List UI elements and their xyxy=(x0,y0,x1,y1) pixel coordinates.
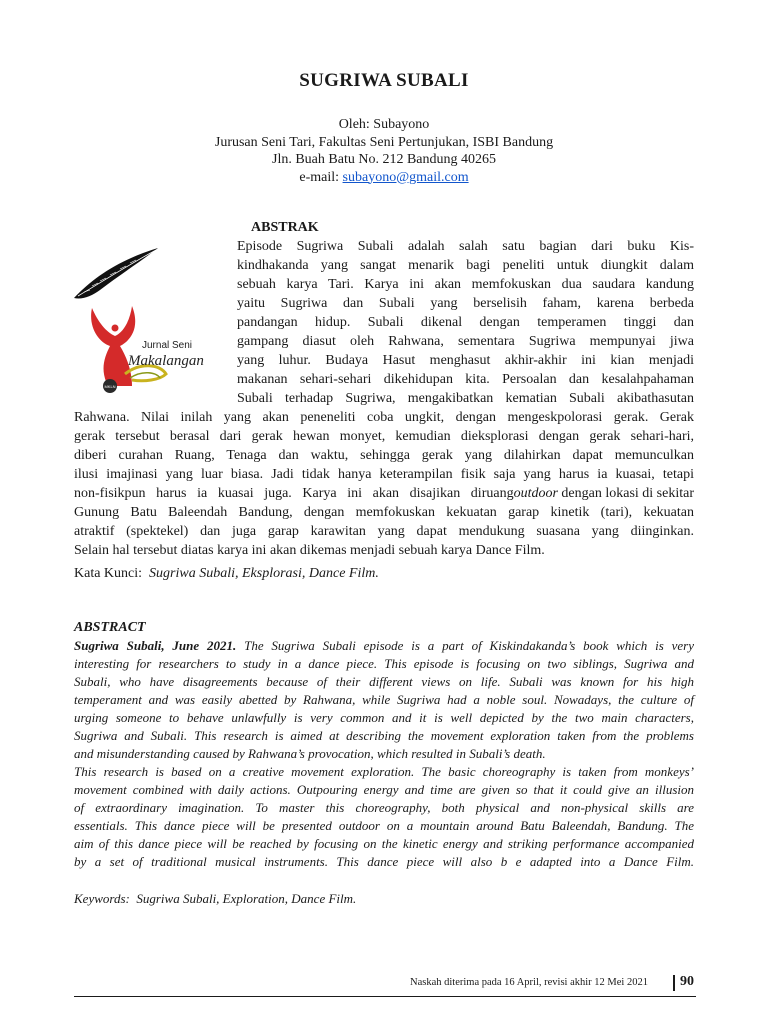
abstrak-line: Subali terhadap Sugriwa, mengakibatkan kematian Subali akibathasutan xyxy=(237,391,694,406)
logo-line2: Makalangan xyxy=(128,353,204,369)
abstrak-line: ilusi imajinasi yang luar biasa. Jadi tidak hanya keterampilan fisik saja yang harus ia kuasai, tetapi xyxy=(74,467,694,482)
journal-logo xyxy=(70,246,230,396)
kata-kunci-label: Kata Kunci: xyxy=(74,566,150,581)
abstract-line: essentials. This dance piece will be presented outdoor on a mountain around Batu Baleendah, Bandung. The xyxy=(74,818,694,833)
abstrak-line: kindhakanda yang sangat menarik bagi peneliti untuk diungkit dalam xyxy=(237,258,694,273)
keywords-value: Sugriwa Subali, Exploration, Dance Film. xyxy=(136,891,357,906)
abstrak-heading: ABSTRAK xyxy=(251,220,319,235)
abstract-line: movement combined with daily actions. Outpouring energy and time are given so that it could give an illusion xyxy=(74,782,694,797)
footer-separator xyxy=(673,975,675,991)
abstrak-line: gampang diasut oleh Rahwana, sementara Sugriwa mempunyai jiwa xyxy=(237,334,694,349)
abstrak-line: diberi curahan Ruang, Tenaga dan waktu, sehingga gerak yang dilahirkan dapat memunculkan xyxy=(74,448,694,463)
affiliation: Jurusan Seni Tari, Fakultas Seni Pertunjukan, ISBI Bandung xyxy=(214,134,554,150)
logo-graphic xyxy=(70,246,230,396)
abstrak-line: sebuah karya Tari. Karya ini akan memfokuskan dua saudara kandung xyxy=(237,277,694,292)
logo-line1: Jurnal Seni xyxy=(142,340,193,351)
email-link[interactable]: subayono@gmail.com xyxy=(342,169,469,185)
abstract-line: aim of this dance piece will be reached by focusing on the kinetic energy and striking performance accompanied xyxy=(74,836,694,851)
abstract-line: of extraordinary imagination. To master this choreography, both physical and non-physical skills are xyxy=(74,800,694,815)
abstrak-line: atraktif (spektekel) dan juga garap karawitan yang dapat mendukung suasana yang diinginkan. xyxy=(74,524,694,539)
address: Jln. Buah Batu No. 212 Bandung 40265 xyxy=(272,152,496,167)
email-line xyxy=(0,169,768,187)
abstrak-line: makanan sehari-sehari dikehidupan kita. Persoalan dan kesalahpahaman xyxy=(237,372,694,387)
kata-kunci-value: Sugriwa Subali, Eksplorasi, Dance Film. xyxy=(149,566,379,581)
byline xyxy=(0,116,768,186)
abstrak-line: pandangan hidup. Subali dikenal dengan temperamen tinggi dan xyxy=(237,315,694,330)
abstract-line: This research is based on a creative movement exploration. The basic choreography is taken from monkeys’ xyxy=(74,764,694,779)
email-label: e-mail: xyxy=(299,169,343,185)
abstrak-line: Gunung Batu Baleendah Bandung, dengan memfokuskan kekuatan garap kinetik (tari), kekuatan xyxy=(74,505,694,520)
abstrak-line: Selain hal tersebut diatas karya ini akan dikemas menjadi sebuah karya Dance Film. xyxy=(74,543,545,558)
abstract-line: interesting for researchers to study in a dance piece. This episode is focusing on two siblings, Sugriwa and xyxy=(74,656,694,671)
abstract-line: and misunderstanding caused by Rahwana’s provocation, which resulted in Subali’s death. xyxy=(74,746,546,761)
abstrak-line: yaitu Sugriwa dan Subali yang berselisih faham, karena berbeda xyxy=(237,296,694,311)
page-number: 90 xyxy=(680,974,694,989)
abstrak-line: gerak tersebut berasal dari gerak hewan monyet, kemudian dieksplorasi dengan gerak sehari-hari, xyxy=(74,429,694,444)
keywords-label: Keywords: xyxy=(74,891,137,906)
author: Oleh: Subayono xyxy=(338,117,430,132)
abstract-line: Sugriwa and Subali. This research is aimed at describing the movement exploration taken from the problems xyxy=(74,728,694,743)
abstract-line: Subali, who have disagreements because of their different views on life. Subali was known for his high xyxy=(74,674,694,689)
keywords xyxy=(74,890,694,907)
footer-rule xyxy=(74,996,696,997)
abstract-line xyxy=(74,637,694,654)
abstrak-line: yang luhur. Budaya Hasut menghasut akhir-akhir ini kian menjadi xyxy=(237,353,694,368)
received-note: Naskah diterima pada 16 April, revisi akhir 12 Mei 2021 xyxy=(410,977,648,988)
abstrak-line-part: non-fisikpun harus ia kuasai juga. Karya ini akan disajikan diruang xyxy=(74,486,514,501)
abstrak-line: Rahwana. Nilai inilah yang akan peneneliti coba ungkit, dengan mengeskpolorasi gerak. Gerak xyxy=(74,410,694,425)
abstrak-line-italic: outdoor xyxy=(513,486,558,501)
abstrak-line-part: dengan lokasi di sekitar xyxy=(557,486,694,501)
abstract-line-text: The Sugriwa Subali episode is a part of Kiskindakanda’s book which is very xyxy=(236,638,694,653)
abstract-lead: Sugriwa Subali, June 2021. xyxy=(74,638,237,653)
abstract-line: urging someone to behave unlawfully is very common and it is well depicted by the two main characters, xyxy=(74,710,694,725)
logo-badge: MKLN xyxy=(104,384,116,389)
abstract-line: by a set of traditional musical instruments. This dance piece will also b e adapted into a Dance Film. xyxy=(74,854,694,869)
abstract-line: temperament and was easily abetted by Rahwana, while Sugriwa had a noble soul. Nowadays, the culture of xyxy=(74,692,694,707)
kata-kunci xyxy=(74,566,379,582)
page-title: SUGRIWA SUBALI xyxy=(299,70,469,91)
abstrak-line: Episode Sugriwa Subali adalah salah satu bagian dari buku Kis- xyxy=(237,239,694,254)
abstrak-line xyxy=(74,485,694,503)
abstract-heading: ABSTRACT xyxy=(74,620,146,635)
